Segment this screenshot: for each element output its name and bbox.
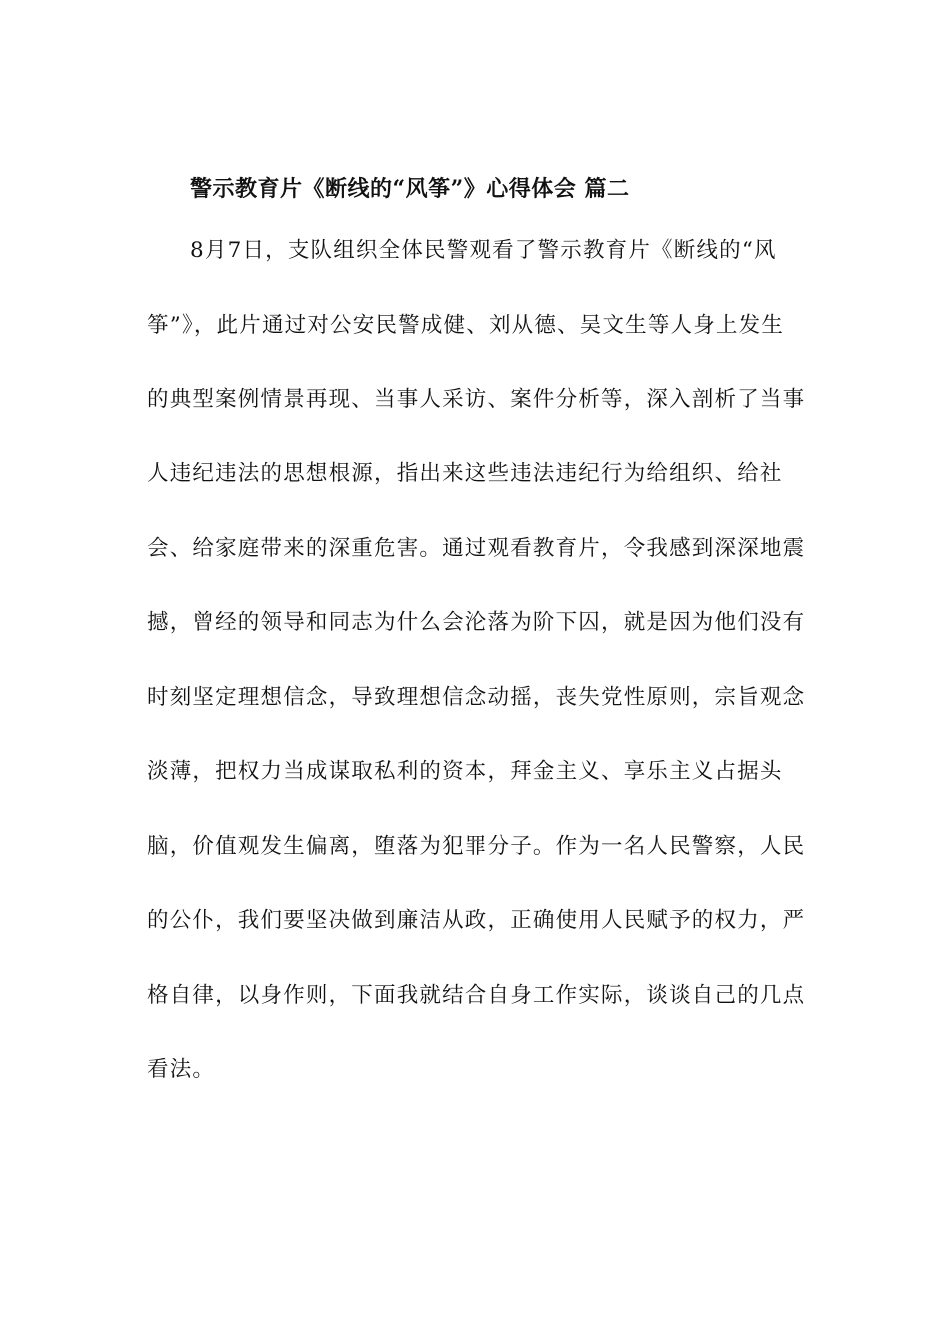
paragraph-line-8: 淡薄，把权力当成谋取私利的资本，拜金主义、享乐主义占据头 <box>147 759 783 784</box>
paragraph-line-4: 人违纪违法的思想根源，指出来这些违法违纪行为给组织、给社 <box>147 461 783 486</box>
paragraph-line-7: 时刻坚定理想信念，导致理想信念动摇，丧失党性原则，宗旨观念 <box>147 685 806 710</box>
paragraph-line-2: 筝”》，此片通过对公安民警成健、刘从德、吴文生等人身上发生 <box>147 313 785 338</box>
paragraph-line-3: 的典型案例情景再现、当事人采访、案件分析等，深入剖析了当事 <box>147 387 806 412</box>
paragraph-line-1: 8月7日，支队组织全体民警观看了警示教育片《断线的“风 <box>190 238 777 263</box>
paragraph-line-9: 脑，价值观发生偏离，堕落为犯罪分子。作为一名人民警察，人民 <box>147 834 806 859</box>
paragraph-line-10: 的公仆，我们要坚决做到廉洁从政，正确使用人民赋予的权力，严 <box>147 908 806 933</box>
paragraph-line-6: 撼，曾经的领导和同志为什么会沦落为阶下囚，就是因为他们没有 <box>147 610 806 635</box>
paragraph-line-12: 看法。 <box>147 1057 216 1082</box>
document-title: 警示教育片《断线的“风筝”》心得体会 篇二 <box>190 176 630 202</box>
paragraph-line-11: 格自律，以身作则，下面我就结合自身工作实际，谈谈自己的几点 <box>147 983 806 1008</box>
paragraph-line-5: 会、给家庭带来的深重危害。通过观看教育片，令我感到深深地震 <box>147 536 806 561</box>
